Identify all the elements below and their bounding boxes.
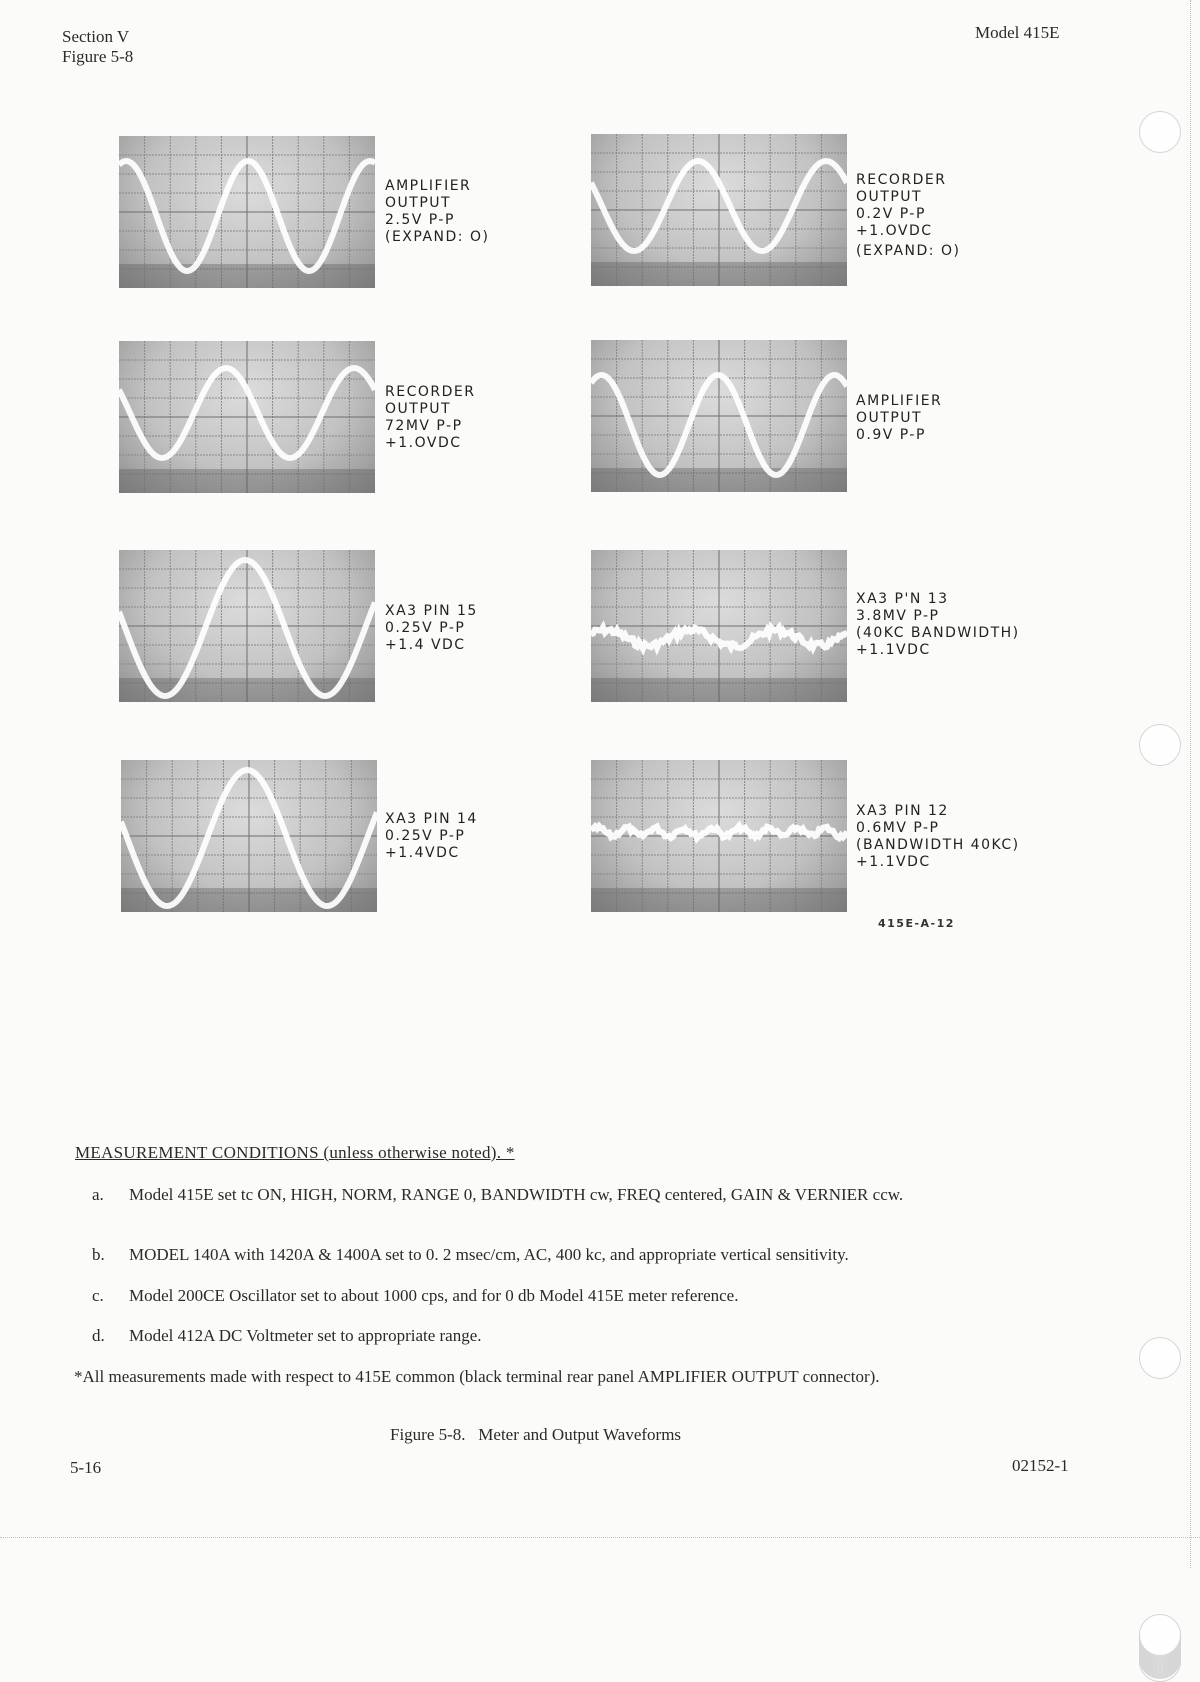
label-line: XA3 P'N 13	[856, 591, 949, 607]
condition-item-d	[92, 1325, 1082, 1347]
scope-shadow	[591, 678, 847, 702]
conditions-footnote: *All measurements made with respect to 415E common (black terminal rear panel AMPLIFIER OUTPUT connector).	[74, 1367, 880, 1386]
label-line: +1.1VDC	[856, 642, 931, 658]
label-line: +1.4VDC	[385, 845, 460, 861]
document-number: 02152-1	[1012, 1456, 1069, 1475]
condition-item-c	[92, 1285, 1082, 1307]
scope-photo-xa3-pin-15	[119, 550, 375, 702]
scope-photo-recorder-output-72mv	[119, 341, 375, 493]
scope-shadow	[591, 888, 847, 912]
binder-hole-middle	[1139, 724, 1181, 766]
label-line: +1.1VDC	[856, 854, 931, 870]
scope-photo-xa3-pin-14	[121, 760, 377, 912]
waveform-label-amplifier-output-2-5v	[385, 178, 489, 246]
label-line: (EXPAND: O)	[385, 229, 490, 245]
waveform-label-xa3-pin-15	[385, 603, 478, 654]
binder-hole-bottom	[1139, 1337, 1181, 1379]
condition-text: Model 200CE Oscillator set to about 1000 cps, and for 0 db Model 415E meter reference.	[129, 1286, 739, 1305]
condition-item-a	[92, 1184, 1082, 1228]
scope-photo-xa3-pin-13	[591, 550, 847, 702]
label-line: XA3 PIN 15	[385, 603, 478, 619]
label-line: XA3 PIN 14	[385, 811, 478, 827]
waveform-label-recorder-output-72mv	[385, 384, 475, 452]
condition-text: MODEL 140A with 1420A & 1400A set to 0. 2 msec/cm, AC, 400 kc, and appropriate vertical sensitivity.	[129, 1245, 849, 1264]
label-line: AMPLIFIER	[385, 178, 472, 194]
scope-photo-amplifier-output-0-9v	[591, 340, 847, 492]
model-label: Model 415E	[975, 23, 1060, 42]
label-line: 3.8MV P-P	[856, 608, 940, 624]
label-line: 72MV P-P	[385, 418, 463, 434]
scope-shadow	[119, 264, 375, 288]
figure-caption: Figure 5-8. Meter and Output Waveforms	[390, 1425, 682, 1444]
label-line: XA3 PIN 12	[856, 803, 949, 819]
scope-photo-recorder-output-0-2v	[591, 134, 847, 286]
label-line: RECORDER	[856, 172, 947, 188]
label-line: +1.OVDC	[385, 435, 462, 451]
label-line: (EXPAND: O)	[856, 243, 961, 259]
section-label: Section V	[62, 27, 130, 46]
waveform-label-xa3-pin-12	[856, 803, 1020, 871]
label-line: OUTPUT	[856, 189, 923, 205]
label-line: 2.5V P-P	[385, 212, 455, 228]
condition-text: Model 412A DC Voltmeter set to appropriate range.	[129, 1326, 482, 1345]
condition-letter: b.	[92, 1245, 105, 1264]
label-line: OUTPUT	[856, 410, 923, 426]
binder-hole-a	[1139, 1614, 1181, 1656]
label-line: 0.2V P-P	[856, 206, 926, 222]
label-line: AMPLIFIER	[856, 393, 943, 409]
label-line: 0.25V P-P	[385, 620, 466, 636]
scope-shadow	[591, 468, 847, 492]
waveform-label-amplifier-output-0-9v	[856, 393, 942, 444]
condition-text: Model 415E set tc ON, HIGH, NORM, RANGE 0, BANDWIDTH cw, FREQ centered, GAIN & VERNIER ccw.	[129, 1185, 904, 1204]
label-line: 0.25V P-P	[385, 828, 466, 844]
condition-letter: d.	[92, 1326, 105, 1345]
label-line: (BANDWIDTH 40KC)	[856, 837, 1020, 853]
scope-shadow	[591, 262, 847, 286]
page-bottom-edge	[0, 1537, 1200, 1538]
label-line: OUTPUT	[385, 401, 452, 417]
page-number: 5-16	[70, 1458, 102, 1477]
condition-letter: c.	[92, 1286, 104, 1305]
label-line: +1.4 VDC	[385, 637, 466, 653]
condition-item-b	[92, 1244, 1082, 1266]
page-right-edge	[1190, 0, 1192, 1568]
condition-letter: a.	[92, 1185, 104, 1204]
label-line: +1.OVDC	[856, 223, 933, 239]
figure-ref: Figure 5-8	[62, 47, 134, 66]
label-line: RECORDER	[385, 384, 476, 400]
scope-photo-amplifier-output-2-5v	[119, 136, 375, 288]
drawing-number: 415E-A-12	[878, 917, 955, 930]
scope-photo-xa3-pin-12	[591, 760, 847, 912]
waveform-label-xa3-pin-13	[856, 591, 1020, 659]
label-line: 0.6MV P-P	[856, 820, 940, 836]
conditions-heading: MEASUREMENT CONDITIONS (unless otherwise noted). *	[75, 1143, 515, 1162]
waveform-label-xa3-pin-14	[385, 811, 478, 862]
label-line: OUTPUT	[385, 195, 452, 211]
label-line: 0.9V P-P	[856, 427, 926, 443]
binder-hole-top	[1139, 111, 1181, 153]
waveform-label-recorder-output-0-2v	[856, 172, 960, 260]
label-line: (40KC BANDWIDTH)	[856, 625, 1020, 641]
scope-shadow	[119, 469, 375, 493]
